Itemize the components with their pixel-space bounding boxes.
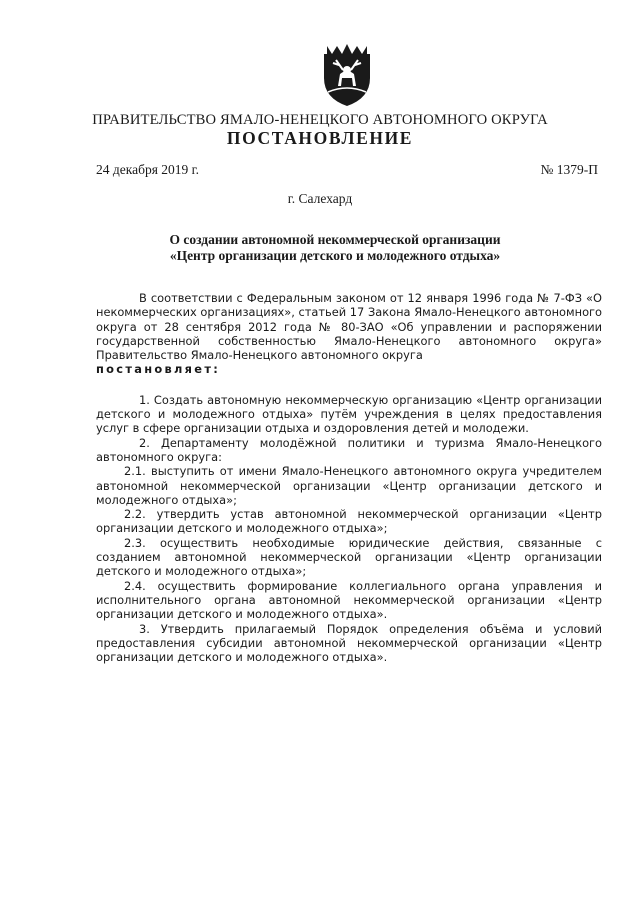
resolves-word: постановляет:	[96, 362, 221, 377]
item-2: 2. Департаменту молодёжной политики и туризма Ямало-Ненецкого автономного округа:	[96, 435, 602, 464]
title-line-1: О создании автономной некоммерческой организации	[169, 232, 501, 247]
item-2-1: 2.1. выступить от имени Ямало-Ненецкого автономного округа учредителем автономной некоммерческой организации «Центр организации детского и молодежного отдыха»;	[96, 464, 602, 507]
document-title	[60, 232, 610, 264]
document-body	[96, 291, 602, 664]
title-line-2: «Центр организации детского и молодежного отдыха»	[169, 248, 501, 263]
item-3: 3. Утвердить прилагаемый Порядок определения объёма и условий предоставления субсидии автономной некоммерческой организации «Центр организации детского и молодежного отдыха».	[96, 621, 602, 665]
document-type: ПОСТАНОВЛЕНИЕ	[226, 128, 414, 148]
document-date: 24 декабря 2019 г.	[96, 162, 200, 177]
item-2-4: 2.4. осуществить формирование коллегиального органа управления и исполнительного органа автономной некоммерческой организации «Центр организации детского и молодежного отдыха».	[96, 578, 602, 622]
item-2-3: 2.3. осуществить необходимые юридические действия, связанные с созданием автономной некоммерческой организации «Центр организации детского и молодежного отдыха»;	[96, 535, 602, 579]
document-number: № 1379-П	[540, 162, 598, 177]
item-1: 1. Создать автономную некоммерческую организацию «Центр организации детского и молодежного отдыха» путём учреждения в целях предоставления услуг в сфере организации отдыха и оздоровления детей и молодежи.	[96, 392, 602, 436]
preamble: В соответствии с Федеральным законом от 12 января 1996 года № 7-ФЗ «О некоммерческих организациях», статьей 17 Закона Ямало-Ненецкого автономного округа от 28 сентября 2012 года № 80-ЗАО «Об управлении и распоряжении государственной собственностью Ямало-Ненецкого автономного округа» Правительство Ямало-Ненецкого автономного округа	[96, 291, 602, 363]
document-city: г. Салехард	[287, 191, 353, 206]
government-name: ПРАВИТЕЛЬСТВО ЯМАЛО-НЕНЕЦКОГО АВТОНОМНОГО ОКРУГА	[92, 112, 548, 128]
coat-of-arms-icon	[318, 40, 376, 108]
item-2-2: 2.2. утвердить устав автономной некоммерческой организации «Центр организации детского и молодежного отдыха»;	[96, 507, 602, 536]
